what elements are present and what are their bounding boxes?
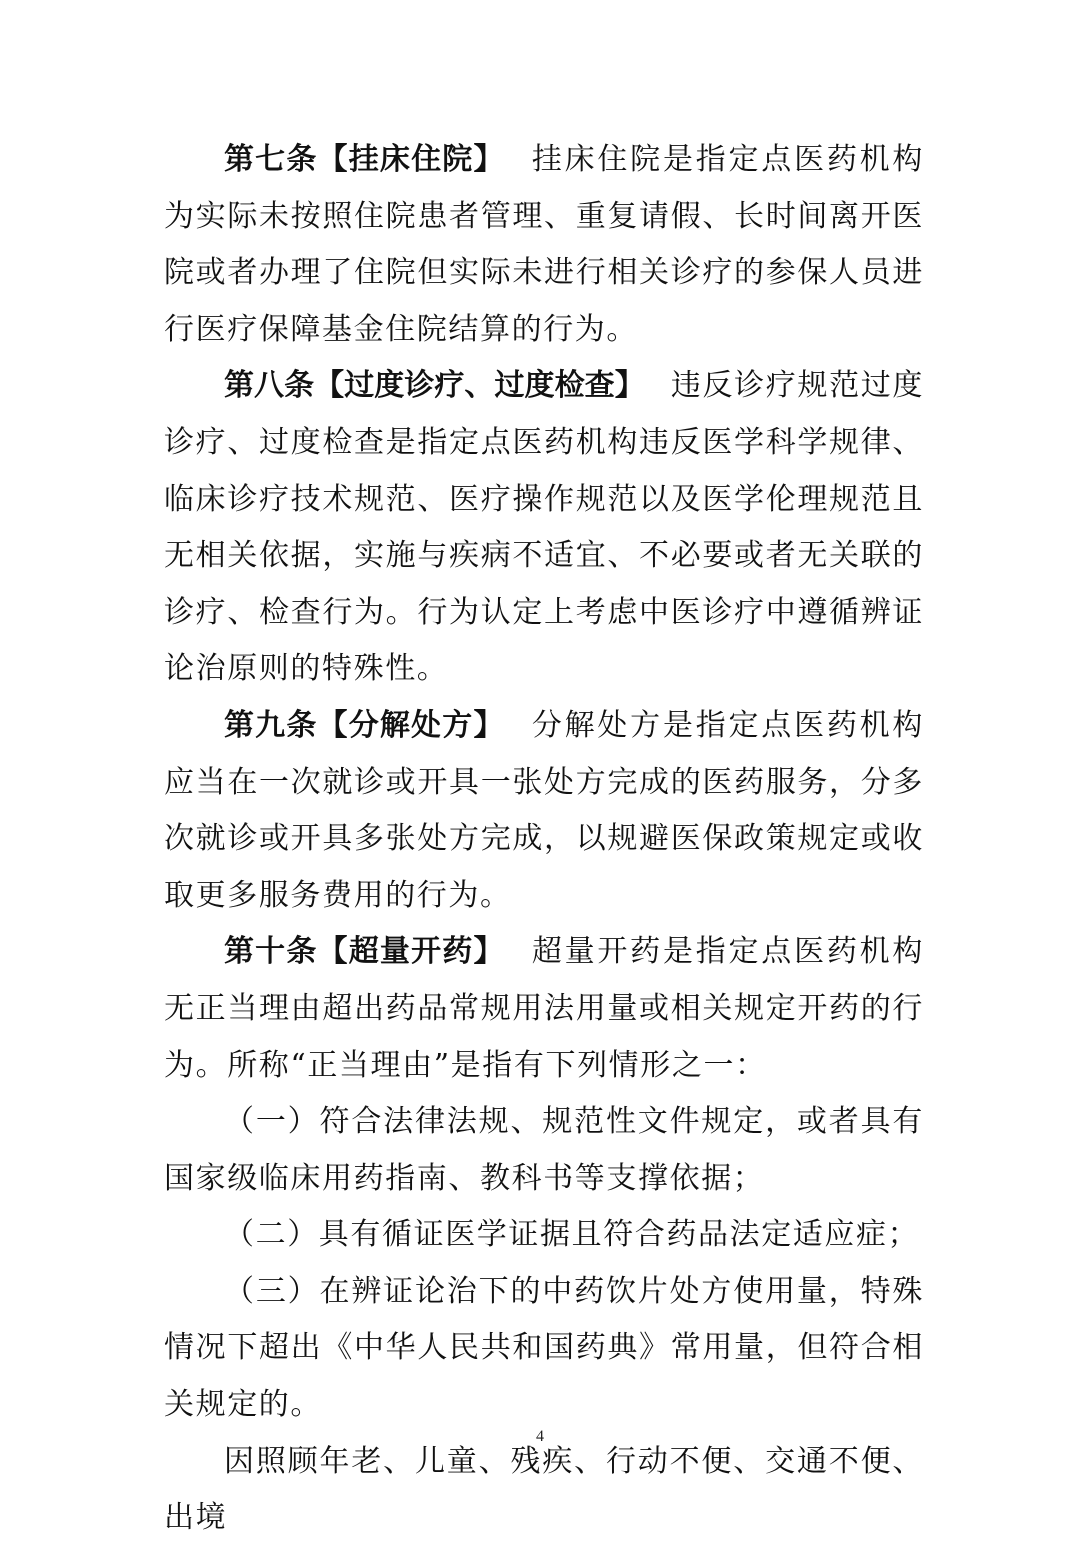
article-8-text: 违反诊疗规范过度诊疗、过度检查是指定点医药机构违反医学科学规律、临床诊疗技术规范、医疗操作规范以及医学伦理规范且无相关依据，实施与疾病不适宜、不必要或者无关联的诊疗、检查行为。行为认定上考虑中医诊疗中遵循辨证论治原则的特殊性。 <box>164 368 924 687</box>
article-9-text: 分解处方是指定点医药机构应当在一次就诊或开具一张处方完成的医药服务，分多次就诊或开具多张处方完成，以规避医保政策规定或收取更多服务费用的行为。 <box>164 707 925 913</box>
document-body <box>164 132 924 1547</box>
list-item-3: （三）在辨证论治下的中药饮片处方使用量，特殊情况下超出《中华人民共和国药典》常用量，但符合相关规定的。 <box>164 1273 924 1423</box>
article-7 <box>164 132 924 358</box>
page-number: 4 <box>536 1428 544 1445</box>
article-8 <box>164 358 924 698</box>
article-8-heading: 第八条【过度诊疗、过度检查】 <box>224 368 645 404</box>
article-7-heading: 第七条【挂床住院】 <box>224 142 505 177</box>
trailing-paragraph: 因照顾年老、儿童、残疾、行动不便、交通不便、出境 <box>164 1443 924 1536</box>
article-9-heading: 第九条【分解处方】 <box>224 707 505 743</box>
article-7-text: 挂床住院是指定点医药机构为实际未按照住院患者管理、重复请假、长时间离开医院或者办理了住院但实际未进行相关诊疗的参保人员进行医疗保障基金住院结算的行为。 <box>164 142 925 347</box>
article-10 <box>164 924 924 1094</box>
article-10-text: 超量开药是指定点医药机构无正当理由超出药品常规用法用量或相关规定开药的行为。所称“正当理由”是指有下列情形之一： <box>164 934 925 1083</box>
list-item-1: （一）符合法律法规、规范性文件规定，或者具有国家级临床用药指南、教科书等支撑依据； <box>164 1104 924 1196</box>
article-9 <box>164 698 924 924</box>
list-item-2: （二）具有循证医学证据且符合药品法定适应症； <box>224 1217 920 1253</box>
article-10-heading: 第十条【超量开药】 <box>224 934 505 970</box>
